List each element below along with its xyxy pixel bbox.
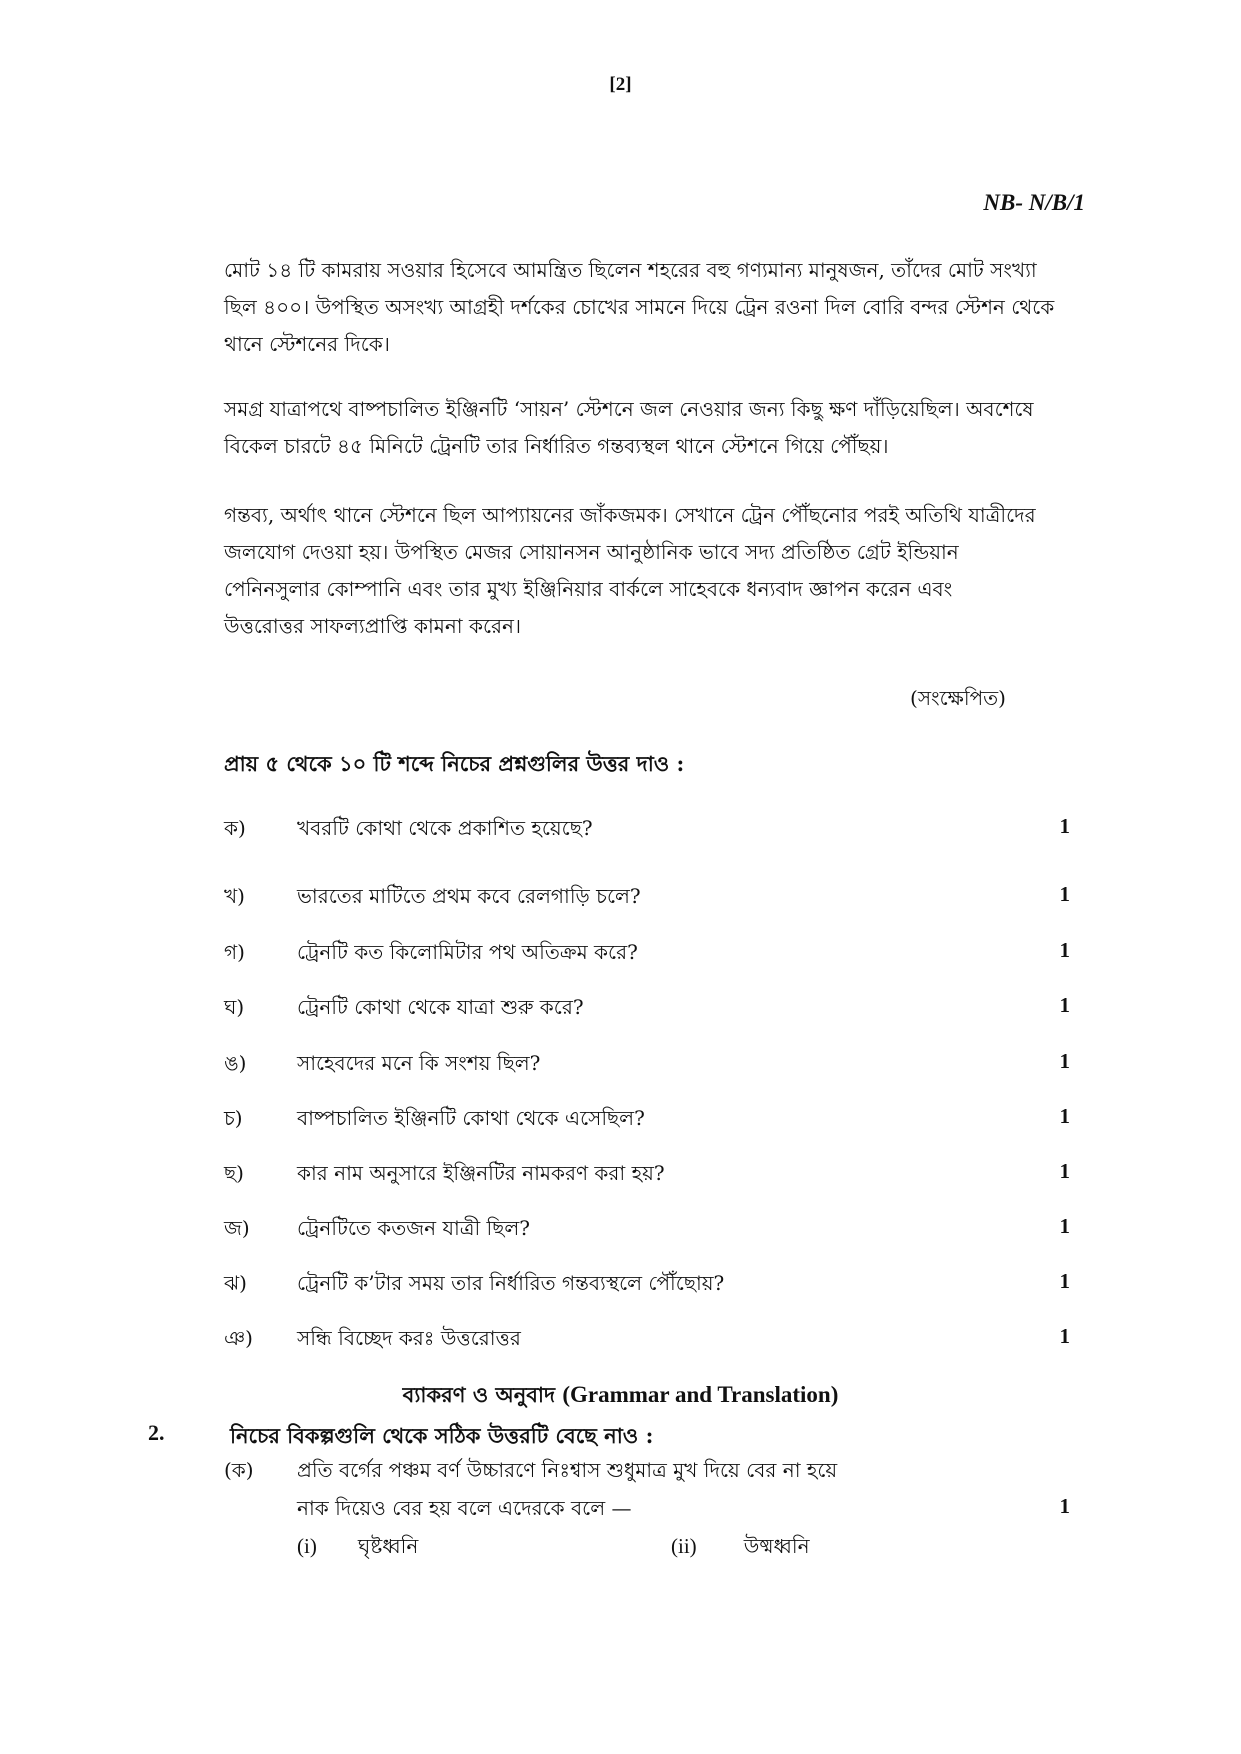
passage-line: পেনিনসুলার কোম্পানি এবং তার মুখ্য ইঞ্জিনিয়ার বার্কলে সাহেবকে ধন্যবাদ জ্ঞাপন করেন এবং <box>224 577 953 601</box>
passage-line: ছিল ৪০০। উপস্থিত অসংখ্য আগ্রহী দর্শকের চোখের সামনে দিয়ে ট্রেন রওনা দিল বোরি বন্দর স্টেশন থেকে <box>224 295 1055 319</box>
sub-question-label: (ক) <box>224 1458 254 1482</box>
page-number: [2] <box>609 74 632 95</box>
question-item <box>224 938 1070 978</box>
passage-line: উত্তরোত্তর সাফল্যপ্রাপ্তি কামনা করেন। <box>224 614 522 638</box>
passage-line: গন্তব্য, অর্থাৎ থানে স্টেশনে ছিল আপ্যায়নের জাঁকজমক। সেখানে ট্রেন পৌঁছনোর পরই অতিথি যাত্রীদের <box>224 503 1036 527</box>
option-text: উষ্মধ্বনি <box>743 1534 810 1558</box>
question-text: ভারতের মাটিতে প্রথম কবে রেলগাড়ি চলে? <box>297 884 641 908</box>
passage-line: জলযোগ দেওয়া হয়। উপস্থিত মেজর সোয়ানসন আনুষ্ঠানিক ভাবে সদ্য প্রতিষ্ঠিত গ্রেট ইন্ডিয়ান <box>224 540 959 564</box>
question-text: সাহেবদের মনে কি সংশয় ছিল? <box>297 1051 541 1075</box>
question-label: ঙ) <box>224 1051 247 1075</box>
question-text: ট্রেনটি ক’টার সময় তার নির্ধারিত গন্তব্যস্থলে পৌঁছোয়? <box>297 1271 725 1295</box>
question-item <box>224 814 1070 854</box>
question-marks: 1 <box>1059 1159 1070 1183</box>
question-label: জ) <box>224 1216 250 1240</box>
question-label: ঞ) <box>224 1326 253 1350</box>
passage-paragraph-3 <box>224 497 1094 645</box>
question-item <box>224 1214 1070 1254</box>
option-text: ঘৃষ্টধ্বনি <box>357 1534 419 1558</box>
question-marks: 1 <box>1059 1214 1070 1238</box>
question-label: ক) <box>224 816 246 840</box>
question-text: ট্রেনটি কোথা থেকে যাত্রা শুরু করে? <box>297 995 584 1019</box>
question-item <box>224 882 1070 922</box>
question-text: খবরটি কোথা থেকে প্রকাশিত হয়েছে? <box>297 816 593 840</box>
sub-question-text-line2: নাক দিয়েও বের হয় বলে এদেরকে বলে — <box>297 1496 632 1520</box>
question-marks: 1 <box>1059 1104 1070 1128</box>
question-marks: 1 <box>1059 882 1070 906</box>
question-text: ট্রেনটিতে কতজন যাত্রী ছিল? <box>297 1216 531 1240</box>
question-label: ঝ) <box>224 1271 247 1295</box>
paper-code: NB- N/B/1 <box>983 190 1085 215</box>
section-heading <box>0 1379 1241 1414</box>
abridged-note: (সংক্ষেপিত) <box>910 686 1006 710</box>
option-number: (i) <box>297 1534 317 1558</box>
question-text: কার নাম অনুসারে ইঞ্জিনটির নামকরণ করা হয়? <box>297 1161 665 1185</box>
question-item <box>224 1049 1070 1089</box>
question-marks: 1 <box>1059 993 1070 1017</box>
question-label: খ) <box>224 884 245 908</box>
questions-instruction: প্রায় ৫ থেকে ১০ টি শব্দে নিচের প্রশ্নগুলির উত্তর দাও : <box>224 751 685 776</box>
sub-question-marks: 1 <box>1059 1494 1070 1518</box>
question-marks: 1 <box>1059 938 1070 962</box>
question-text: বাষ্পচালিত ইঞ্জিনটি কোথা থেকে এসেছিল? <box>297 1106 645 1130</box>
question-text: ট্রেনটি কত কিলোমিটার পথ অতিক্রম করে? <box>297 940 638 964</box>
question-text: সন্ধি বিচ্ছেদ করঃ উত্তরোত্তর <box>297 1326 521 1350</box>
section-heading-english: (Grammar and Translation) <box>562 1382 839 1407</box>
question2-instruction: নিচের বিকল্পগুলি থেকে সঠিক উত্তরটি বেছে নাও : <box>230 1423 654 1448</box>
option-item <box>297 1532 418 1565</box>
question-label: গ) <box>224 940 245 964</box>
question-marks: 1 <box>1059 814 1070 838</box>
passage-line: সমগ্র যাত্রাপথে বাষ্পচালিত ইঞ্জিনটি ‘সায়ন’ স্টেশনে জল নেওয়ার জন্য কিছু ক্ষণ দাঁড়িয়েছিল। অবশেষে <box>224 397 1034 421</box>
passage-line: মোট ১৪ টি কামরায় সওয়ার হিসেবে আমন্ত্রিত ছিলেন শহরের বহু গণ্যমান্য মানুষজন, তাঁদের মোট সংখ্যা <box>224 258 1037 282</box>
question-label: ঘ) <box>224 995 245 1019</box>
question-item <box>224 1269 1070 1309</box>
passage-paragraph-1 <box>224 252 1094 363</box>
sub-question-text-line1: প্রতি বর্গের পঞ্চম বর্ণ উচ্চারণে নিঃশ্বাস শুধুমাত্র মুখ দিয়ে বের না হয়ে <box>297 1458 838 1482</box>
option-item <box>671 1532 810 1565</box>
question-marks: 1 <box>1059 1049 1070 1073</box>
passage-line: থানে স্টেশনের দিকে। <box>224 332 390 356</box>
question-item <box>224 1104 1070 1144</box>
question-marks: 1 <box>1059 1324 1070 1348</box>
question-label: চ) <box>224 1106 243 1130</box>
question-item <box>224 1159 1070 1199</box>
section-heading-bengali: ব্যাকরণ ও অনুবাদ <box>402 1382 556 1407</box>
question-label: ছ) <box>224 1161 244 1185</box>
passage-paragraph-2 <box>224 391 1094 465</box>
question-item <box>224 1324 1070 1364</box>
question-item <box>224 993 1070 1033</box>
option-number: (ii) <box>671 1534 697 1558</box>
passage-line: বিকেল চারটে ৪৫ মিনিটে ট্রেনটি তার নির্ধারিত গন্তব্যস্থল থানে স্টেশনে গিয়ে পৌঁছয়। <box>224 434 889 458</box>
question-marks: 1 <box>1059 1269 1070 1293</box>
question-number: 2. <box>148 1420 165 1445</box>
